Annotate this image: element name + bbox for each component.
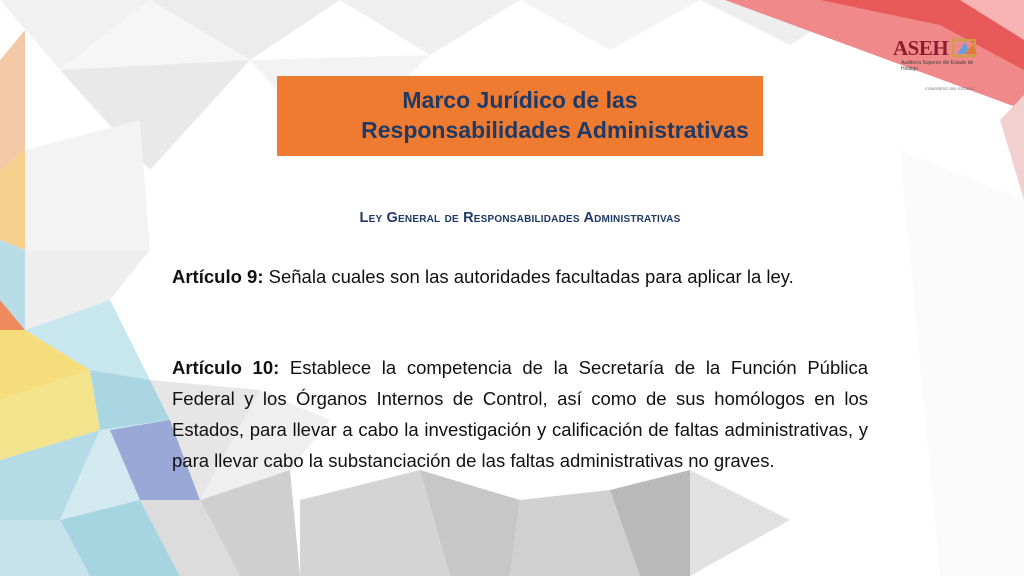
logo-tagline: CONGRESO DEL ESTADO xyxy=(925,86,975,91)
article-10-text: Establece la competencia de la Secretaría de la Función Pública Federal y los Órganos Internos de Control, así como de sus homólogos en los Estados, para llevar a cabo la investigación y calificación de faltas administrativas, y para llevar cabo la substanciación de las faltas administrativas no graves. xyxy=(172,357,868,471)
article-9-label: Artículo 9: xyxy=(172,266,264,287)
logo-name: ASEH xyxy=(893,36,949,60)
law-subtitle: Ley General de Responsabilidades Administrativas xyxy=(359,210,681,226)
title-line-2: Responsabilidades Administrativas xyxy=(361,117,749,143)
logo-emblem-icon xyxy=(951,38,981,58)
article-9-text: Señala cuales son las autoridades facultadas para aplicar la ley. xyxy=(263,266,794,287)
aseh-logo xyxy=(893,36,988,98)
article-9-paragraph xyxy=(172,261,868,292)
logo-subtitle: Auditoría Superior del Estado de Hidalgo xyxy=(901,60,974,72)
article-10-label: Artículo 10: xyxy=(172,357,280,378)
title-banner xyxy=(277,76,763,156)
article-10-paragraph xyxy=(172,352,868,476)
title-line-1: Marco Jurídico de las xyxy=(402,87,638,113)
